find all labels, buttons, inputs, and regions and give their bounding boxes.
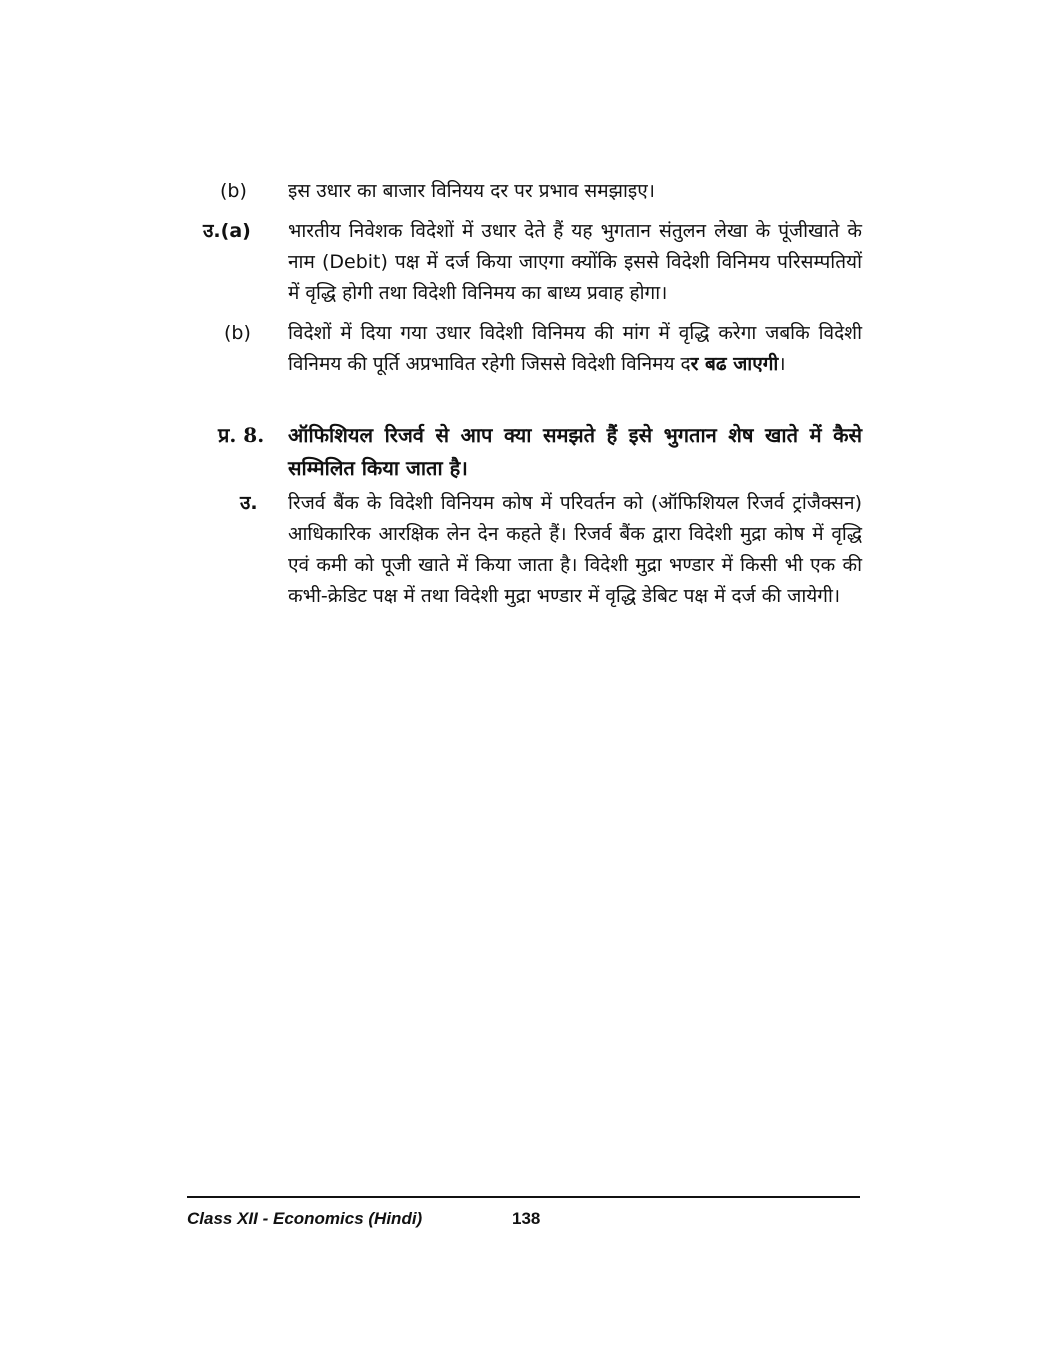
item-text: ऑफिशियल रिजर्व से आप क्या समझते हैं इसे भुगतान शेष खाते में कैसे सम्मिलित किया जाता है। (288, 423, 862, 480)
item-label: (b) (220, 180, 247, 202)
item-label: प्र. 8. (218, 423, 265, 447)
answer-part-a (200, 216, 862, 309)
question-part-b (200, 176, 862, 207)
page-number: 138 (512, 1209, 541, 1228)
item-text: भारतीय निवेशक विदेशों में उधार देते हैं यह भुगतान संतुलन लेखा के पूंजीखाते के नाम (Debit) पक्ष में दर्ज किया जाएगा क्योंकि इससे विदेशी विनिमय परिसम्पतियों में वृद्धि होगी तथा विदेशी विनिमय का बाध्य प्रवाह होगा। (288, 220, 862, 304)
item-label: उ.(a) (203, 220, 251, 242)
item-text: रिजर्व बैंक के विदेशी विनियम कोष में परिवर्तन को (ऑफिशियल रिजर्व ट्रांजैक्सन) आधिकारिक आरक्षिक लेन देन कहते हैं। रिजर्व बैंक द्वारा विदेशी मुद्रा कोष में वृद्धि एवं कमी को पूजी खाते में किया जाता है। विदेशी मुद्रा भण्डार में किसी भी एक की कभी-क्रेडिट पक्ष में तथा विदेशी मुद्रा भण्डार में वृद्धि डेबिट पक्ष में दर्ज की जायेगी। (288, 492, 862, 607)
footer-divider (187, 1196, 860, 1198)
item-label: (b) (224, 322, 251, 344)
item-label: उ. (240, 492, 258, 514)
footer-title: Class XII - Economics (Hindi) (187, 1209, 423, 1228)
question-8 (200, 419, 862, 485)
item-text (288, 318, 862, 380)
item-text-bold: र बढ जाएगी (690, 353, 779, 375)
answer-8 (200, 488, 862, 612)
item-text-plain: विदेशों में दिया गया उधार विदेशी विनिमय की मांग में वृद्धि करेगा जबकि विदेशी विनिमय की पूर्ति अप्रभावित रहेगी जिससे विदेशी विनिमय द (288, 322, 862, 375)
item-text-end: । (778, 353, 786, 375)
item-text: इस उधार का बाजार विनियय दर पर प्रभाव समझाइए। (288, 180, 655, 202)
answer-part-b (200, 318, 862, 380)
